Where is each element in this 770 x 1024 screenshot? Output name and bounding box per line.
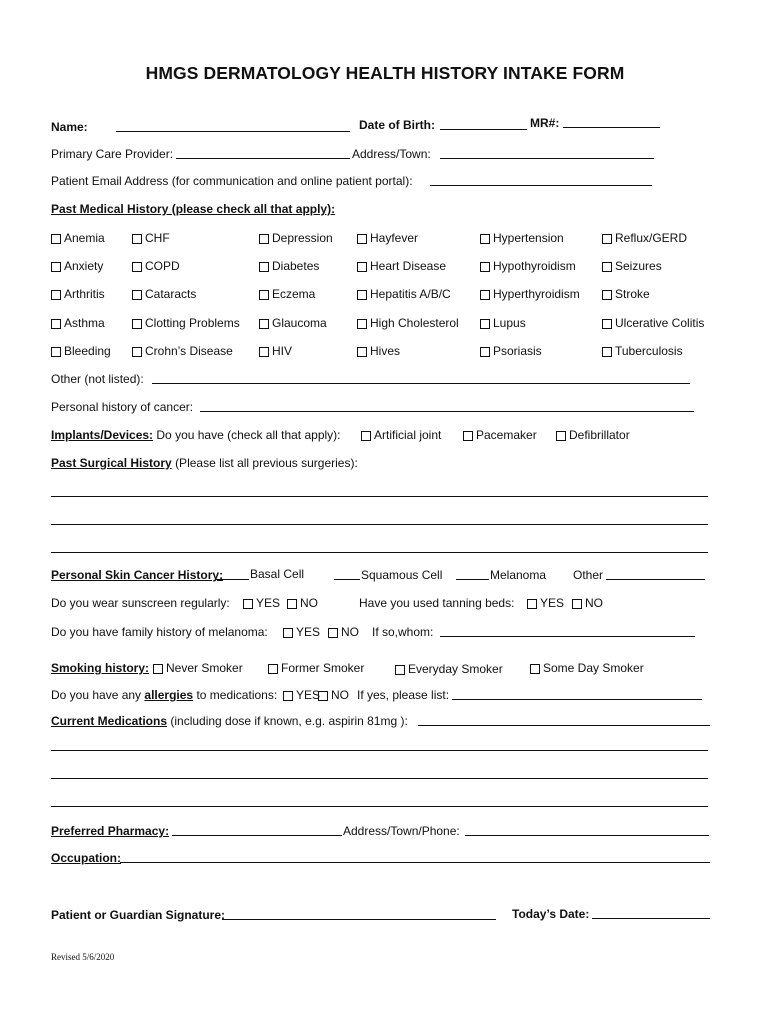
pmh-option-anxiety[interactable]: Anxiety xyxy=(51,259,103,274)
checkbox[interactable] xyxy=(287,599,297,609)
sunscreen-question: Do you wear sunscreen regularly: xyxy=(51,596,230,610)
checkbox[interactable] xyxy=(530,664,540,674)
basal-field[interactable] xyxy=(216,579,249,580)
family-whom-field[interactable] xyxy=(440,636,695,637)
medications-label: Current Medications xyxy=(51,714,168,728)
checkbox[interactable] xyxy=(602,347,612,357)
checkbox[interactable] xyxy=(259,319,269,329)
former-smoker-option[interactable]: Former Smoker xyxy=(268,661,364,676)
email-label: Patient Email Address (for communication and online patient portal): xyxy=(51,174,413,188)
never-smoker-option[interactable]: Never Smoker xyxy=(153,661,243,676)
pmh-option-anemia[interactable]: Anemia xyxy=(51,231,105,246)
name-field[interactable] xyxy=(116,131,350,132)
surgical-row xyxy=(51,456,358,471)
pmh-option-asthma[interactable]: Asthma xyxy=(51,316,105,331)
allergies-yes[interactable]: YES xyxy=(283,688,320,703)
surgical-label: Past Surgical History xyxy=(51,456,172,470)
surgical-note: (Please list all previous surgeries): xyxy=(175,456,358,470)
pmh-option-diabetes[interactable]: Diabetes xyxy=(259,259,319,274)
pmh-option-glaucoma[interactable]: Glaucoma xyxy=(259,316,327,331)
pmh-option-tuberculosis[interactable]: Tuberculosis xyxy=(602,344,683,359)
checkbox[interactable] xyxy=(283,628,293,638)
sunscreen-yes[interactable]: YES xyxy=(243,596,280,611)
squamous-field[interactable] xyxy=(334,579,360,580)
pacemaker-option[interactable]: Pacemaker xyxy=(463,428,537,443)
allergies-list-label: If yes, please list: xyxy=(357,688,450,702)
allergies-list-field[interactable] xyxy=(452,699,702,700)
mr-label: MR#: xyxy=(530,116,560,130)
occupation-label: Occupation: xyxy=(51,851,122,865)
implants-label: Implants/Devices: xyxy=(51,428,154,442)
pharmacy-field[interactable] xyxy=(172,835,342,836)
checkbox[interactable] xyxy=(153,664,163,674)
checkbox[interactable] xyxy=(357,347,367,357)
checkbox[interactable] xyxy=(395,665,405,675)
checkbox[interactable] xyxy=(51,290,61,300)
checkbox[interactable] xyxy=(51,347,61,357)
pmh-option-copd[interactable]: COPD xyxy=(132,259,180,274)
artificial-joint-option[interactable]: Artificial joint xyxy=(361,428,441,443)
checkbox[interactable] xyxy=(132,290,142,300)
allergies-question: Do you have any allergies to medications: xyxy=(51,688,278,702)
pmh-option-psoriasis[interactable]: Psoriasis xyxy=(480,344,542,359)
checkbox[interactable] xyxy=(132,347,142,357)
occupation-field[interactable] xyxy=(120,862,710,863)
checkbox[interactable] xyxy=(602,262,612,272)
other-label: Other (not listed): xyxy=(51,372,144,386)
checkbox[interactable] xyxy=(357,290,367,300)
basal-label: Basal Cell xyxy=(250,567,305,581)
checkbox[interactable] xyxy=(51,234,61,244)
pharmacy-label: Preferred Pharmacy: xyxy=(51,824,170,838)
pmh-option-hives[interactable]: Hives xyxy=(357,344,400,359)
cancer-field[interactable] xyxy=(200,411,694,412)
other-field[interactable] xyxy=(152,383,690,384)
checkbox[interactable] xyxy=(602,290,612,300)
todays-date-field[interactable] xyxy=(592,918,710,919)
tanning-yes[interactable]: YES xyxy=(527,596,564,611)
address-town-label: Address/Town: xyxy=(352,147,431,161)
medications-note: (including dose if known, e.g. aspirin 81mg ): xyxy=(170,714,408,728)
medications-line-3[interactable] xyxy=(51,806,708,807)
pmh-heading: Past Medical History (please check all that apply): xyxy=(51,202,336,216)
pmh-option-hyperthyroidism[interactable]: Hyperthyroidism xyxy=(480,287,580,302)
checkbox[interactable] xyxy=(328,628,338,638)
defibrillator-option[interactable]: Defibrillator xyxy=(556,428,630,443)
family-question: Do you have family history of melanoma: xyxy=(51,625,268,639)
medications-row xyxy=(51,714,408,729)
pmh-option-depression[interactable]: Depression xyxy=(259,231,333,246)
surgical-line-2[interactable] xyxy=(51,524,708,525)
dob-label: Date of Birth: xyxy=(359,118,435,132)
pmh-option-high-cholesterol[interactable]: High Cholesterol xyxy=(357,316,459,331)
pmh-option-seizures[interactable]: Seizures xyxy=(602,259,662,274)
other-skin-label: Other xyxy=(573,568,604,582)
pmh-option-chf[interactable]: CHF xyxy=(132,231,170,246)
everyday-smoker-option[interactable]: Everyday Smoker xyxy=(395,662,503,677)
checkbox[interactable] xyxy=(572,599,582,609)
pharmacy-address-label: Address/Town/Phone: xyxy=(343,824,460,838)
checkbox[interactable] xyxy=(357,262,367,272)
checkbox[interactable] xyxy=(132,234,142,244)
allergies-no[interactable]: NO xyxy=(318,688,349,703)
checkbox[interactable] xyxy=(602,319,612,329)
family-whom-label: If so,whom: xyxy=(372,625,434,639)
name-label: Name: xyxy=(51,120,88,134)
pmh-option-stroke[interactable]: Stroke xyxy=(602,287,650,302)
cancer-label: Personal history of cancer: xyxy=(51,400,194,414)
checkbox[interactable] xyxy=(259,262,269,272)
checkbox[interactable] xyxy=(259,347,269,357)
checkbox[interactable] xyxy=(361,431,371,441)
dob-field[interactable] xyxy=(440,129,527,130)
pmh-option-clotting-problems[interactable]: Clotting Problems xyxy=(132,316,240,331)
checkbox[interactable] xyxy=(463,431,473,441)
address-town-field[interactable] xyxy=(440,158,654,159)
checkbox[interactable] xyxy=(357,234,367,244)
todays-date-label: Today’s Date: xyxy=(512,907,590,921)
pmh-option-cataracts[interactable]: Cataracts xyxy=(132,287,196,302)
pmh-option-crohn-s-disease[interactable]: Crohn’s Disease xyxy=(132,344,233,359)
checkbox[interactable] xyxy=(480,262,490,272)
pcp-label: Primary Care Provider: xyxy=(51,147,174,161)
pmh-option-heart-disease[interactable]: Heart Disease xyxy=(357,259,446,274)
checkbox[interactable] xyxy=(51,319,61,329)
email-field[interactable] xyxy=(430,185,652,186)
family-yes[interactable]: YES xyxy=(283,625,320,640)
mr-field[interactable] xyxy=(563,127,660,128)
signature-label: Patient or Guardian Signature: xyxy=(51,908,226,922)
pmh-option-reflux-gerd[interactable]: Reflux/GERD xyxy=(602,231,687,246)
skin-cancer-label: Personal Skin Cancer History: xyxy=(51,568,224,582)
checkbox[interactable] xyxy=(527,599,537,609)
form-title: HMGS DERMATOLOGY HEALTH HISTORY INTAKE FORM xyxy=(145,63,625,83)
checkbox[interactable] xyxy=(480,319,490,329)
revised-date: Revised 5/6/2020 xyxy=(51,952,115,962)
pmh-option-hepatitis-a-b-c[interactable]: Hepatitis A/B/C xyxy=(357,287,451,302)
pmh-option-lupus[interactable]: Lupus xyxy=(480,316,526,331)
checkbox[interactable] xyxy=(480,234,490,244)
smoking-label: Smoking history: xyxy=(51,661,150,675)
pmh-option-hypertension[interactable]: Hypertension xyxy=(480,231,564,246)
signature-field[interactable] xyxy=(222,919,496,920)
pmh-option-arthritis[interactable]: Arthritis xyxy=(51,287,105,302)
implants-question: Do you have (check all that apply): xyxy=(156,428,341,442)
melanoma-label: Melanoma xyxy=(490,568,547,582)
medications-field[interactable] xyxy=(418,725,710,726)
some-day-smoker-option[interactable]: Some Day Smoker xyxy=(530,661,644,676)
other-skin-field[interactable] xyxy=(606,579,705,580)
checkbox[interactable] xyxy=(283,691,293,701)
medications-line-2[interactable] xyxy=(51,778,708,779)
melanoma-field[interactable] xyxy=(456,579,489,580)
checkbox[interactable] xyxy=(602,234,612,244)
checkbox[interactable] xyxy=(556,431,566,441)
checkbox[interactable] xyxy=(132,319,142,329)
pmh-option-bleeding[interactable]: Bleeding xyxy=(51,344,111,359)
pmh-option-hiv[interactable]: HIV xyxy=(259,344,292,359)
family-no[interactable]: NO xyxy=(328,625,359,640)
tanning-no[interactable]: NO xyxy=(572,596,603,611)
pharmacy-address-field[interactable] xyxy=(465,835,709,836)
checkbox[interactable] xyxy=(268,664,278,674)
medications-line-1[interactable] xyxy=(51,750,708,751)
checkbox[interactable] xyxy=(480,347,490,357)
surgical-line-3[interactable] xyxy=(51,552,708,553)
checkbox[interactable] xyxy=(480,290,490,300)
pmh-option-hypothyroidism[interactable]: Hypothyroidism xyxy=(480,259,576,274)
pmh-option-eczema[interactable]: Eczema xyxy=(259,287,315,302)
squamous-label: Squamous Cell xyxy=(361,568,443,582)
pcp-field[interactable] xyxy=(176,158,350,159)
checkbox[interactable] xyxy=(357,319,367,329)
checkbox[interactable] xyxy=(259,234,269,244)
checkbox[interactable] xyxy=(51,262,61,272)
checkbox[interactable] xyxy=(132,262,142,272)
allergies-word: allergies xyxy=(144,688,194,702)
tanning-question: Have you used tanning beds: xyxy=(359,596,515,610)
implants-row xyxy=(51,428,341,443)
checkbox[interactable] xyxy=(243,599,253,609)
checkbox[interactable] xyxy=(259,290,269,300)
checkbox[interactable] xyxy=(318,691,328,701)
sunscreen-no[interactable]: NO xyxy=(287,596,318,611)
pmh-option-hayfever[interactable]: Hayfever xyxy=(357,231,418,246)
surgical-line-1[interactable] xyxy=(51,496,708,497)
pmh-option-ulcerative-colitis[interactable]: Ulcerative Colitis xyxy=(602,316,704,331)
